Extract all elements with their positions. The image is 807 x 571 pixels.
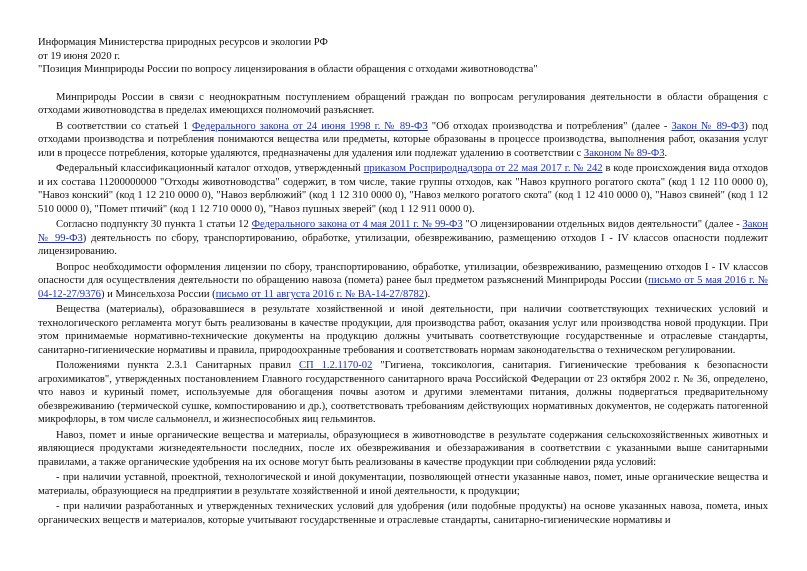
paragraph-text: в коде происхождения вида отходов и их состава 11200000000 "Отходы животноводства" содержит, в том числе, такие группы отходов, как "Навоз крупного рогатого скота" (код 1 12 110 0000 0), "Навоз конский" (код 1 12 210 0000 0), "Навоз верблюжий" (код 1 12 310 0000 0), "Навоз мелкого рогатого скота" (код 1 12 410 0000 0), "Навоз свиней" (код 1 12 510 0000 0), "Помет птичий" (код 1 12 710 0000 0), "Навоз пушных зверей" (код 1 12 911 0000 0). [38, 163, 768, 215]
paragraph-text: "Гигиена, токсикология, санитария. Гигиенические требования к безопасности агрохимикатов", утвержденных постановлением Главного государственного санитарного врача Российской Федерации от 23 октября 2002 г. № 36, определено, что навоз и куриный помет, используемые для обогащения почвы азотом и другими элементами питания, должны подвергаться предварительному обезвреживанию (термической сушке, компостированию и др.), соответствовать требованиям действующих нормативных документов, не содержать патогенной микрофлоры, в том числе сальмонелл, и жизнеспособных яиц гельминтов. [38, 360, 768, 426]
paragraph-1: Минприроды России в связи с неоднократным поступлением обращений граждан по вопросам регулирования деятельности в области обращения с отходами животноводства в пределах имеющихся полномочий разъясняет. [38, 91, 768, 117]
paragraph-4 [38, 218, 768, 259]
link-federal-law-89[interactable]: Федерального закона от 24 июня 1998 г. № 89-ФЗ [192, 120, 428, 132]
paragraph-2 [38, 120, 768, 161]
paragraph-5 [38, 261, 768, 302]
paragraph-text: ) и Минсельхоза России ( [100, 288, 216, 300]
paragraph-8: Навоз, помет и иные органические вещества и материалы, образующиеся в животноводстве в результате содержания сельскохозяйственных животных и являющиеся продуктами жизнедеятельности последних, после их обезвреживания и обеззараживания в соответствии с указанными выше санитарными правилами, а также органические удобрения на их основе могут быть реализованы в качестве продукции при соблюдении ряда условий: [38, 429, 768, 468]
link-law-89-second[interactable]: Законом № 89-ФЗ [583, 147, 665, 159]
header-line-date: от 19 июня 2020 г. [38, 50, 121, 62]
paragraph-text: В соответствии со статьей 1 [56, 120, 193, 132]
paragraph-7 [38, 359, 768, 427]
bullet-item-1: - при наличии уставной, проектной, технологической и иной документации, позволяющей отнести указанные навоз, помет, иные органические вещества и материалы, образующиеся на предприятии в результате хозяйственной и иной деятельности, к продукции; [38, 472, 768, 497]
document-header [38, 36, 768, 77]
header-line-source: Информация Министерства природных ресурсов и экологии РФ [38, 37, 328, 48]
paragraph-3 [38, 162, 768, 216]
link-letter-9376[interactable]: письмо от 5 мая 2016 г. № 04-12-27/9376 [38, 275, 768, 300]
paragraph-text: . [664, 147, 668, 159]
link-letter-8782[interactable]: письмо от 11 августа 2016 г. № ВА-14-27/8782 [215, 288, 425, 300]
paragraph-text: "Об отходах производства и потребления" (далее - [427, 120, 672, 132]
document-body [38, 91, 768, 528]
paragraph-6: Вещества (материалы), образовавшиеся в результате хозяйственной и иной деятельности, при наличии соответствующих технических условий и технологического регламента могут быть реализованы в качестве продукции, для производства работ, оказания услуг или производства новой продукции. При этом принимаемые нормативно-технические документы на продукцию должны учитывать соответствующие государственные и отраслевые стандарты, санитарно-гигиенические нормативы и правила, природоохранные требования и соответствовать нормам законодательства о техническом регулировании. [38, 304, 768, 356]
link-law-89[interactable]: Закон № 89-ФЗ [671, 120, 745, 132]
paragraph-text: ) деятельность по сбору, транспортированию, обработке, утилизации, обезвреживанию, размещению отходов I - IV классов опасности подлежит лицензированию. [38, 232, 768, 258]
paragraph-text: Согласно подпункту 30 пункта 1 статьи 12 [56, 219, 252, 231]
link-federal-law-99[interactable]: Федерального закона от 4 мая 2011 г. № 99-ФЗ [251, 219, 463, 231]
paragraph-text: Положениями пункта 2.3.1 Санитарных правил [56, 360, 299, 372]
paragraph-text: Федеральный классификационный каталог отходов, утвержденный [56, 163, 364, 175]
bullet-item-2: - при наличии разработанных и утвержденных технических условий для удобрения (или подобные продукты) на основе указанных навоза, помета, иных органических веществ и материалов, которые учитывают государственные и отраслевые стандарты, санитарно-гигиенические нормативы и [38, 501, 768, 526]
paragraph-text: "О лицензировании отдельных видов деятельности" (далее - [462, 219, 743, 231]
document-page [38, 36, 768, 529]
link-law-99[interactable]: Закон № 99-ФЗ [38, 219, 769, 244]
paragraph-text: ). [424, 288, 431, 300]
header-line-title: "Позиция Минприроды России по вопросу лицензирования в области обращения с отходами животноводства" [38, 64, 538, 76]
link-sp-1170[interactable]: СП 1.2.1170-02 [298, 360, 373, 372]
paragraph-text: Вопрос необходимости оформления лицензии по сбору, транспортированию, обработке, утилизации, обезвреживанию, размещению отходов I - IV классов опасности для осуществления деятельности по обращению навоза (помета) ранее был предметом разъяснений Минприроды России ( [38, 261, 768, 287]
link-order-242[interactable]: приказом Росприроднадзора от 22 мая 2017 г. № 242 [363, 163, 603, 175]
paragraph-text: ) под отходами производства и потребления понимаются вещества или предметы, которые образованы в процессе производства, выполнения работ, оказания услуг или в процессе потребления, которые удаляются, предназначены для удаления или подлежат удалению в соответствии с [38, 120, 768, 159]
